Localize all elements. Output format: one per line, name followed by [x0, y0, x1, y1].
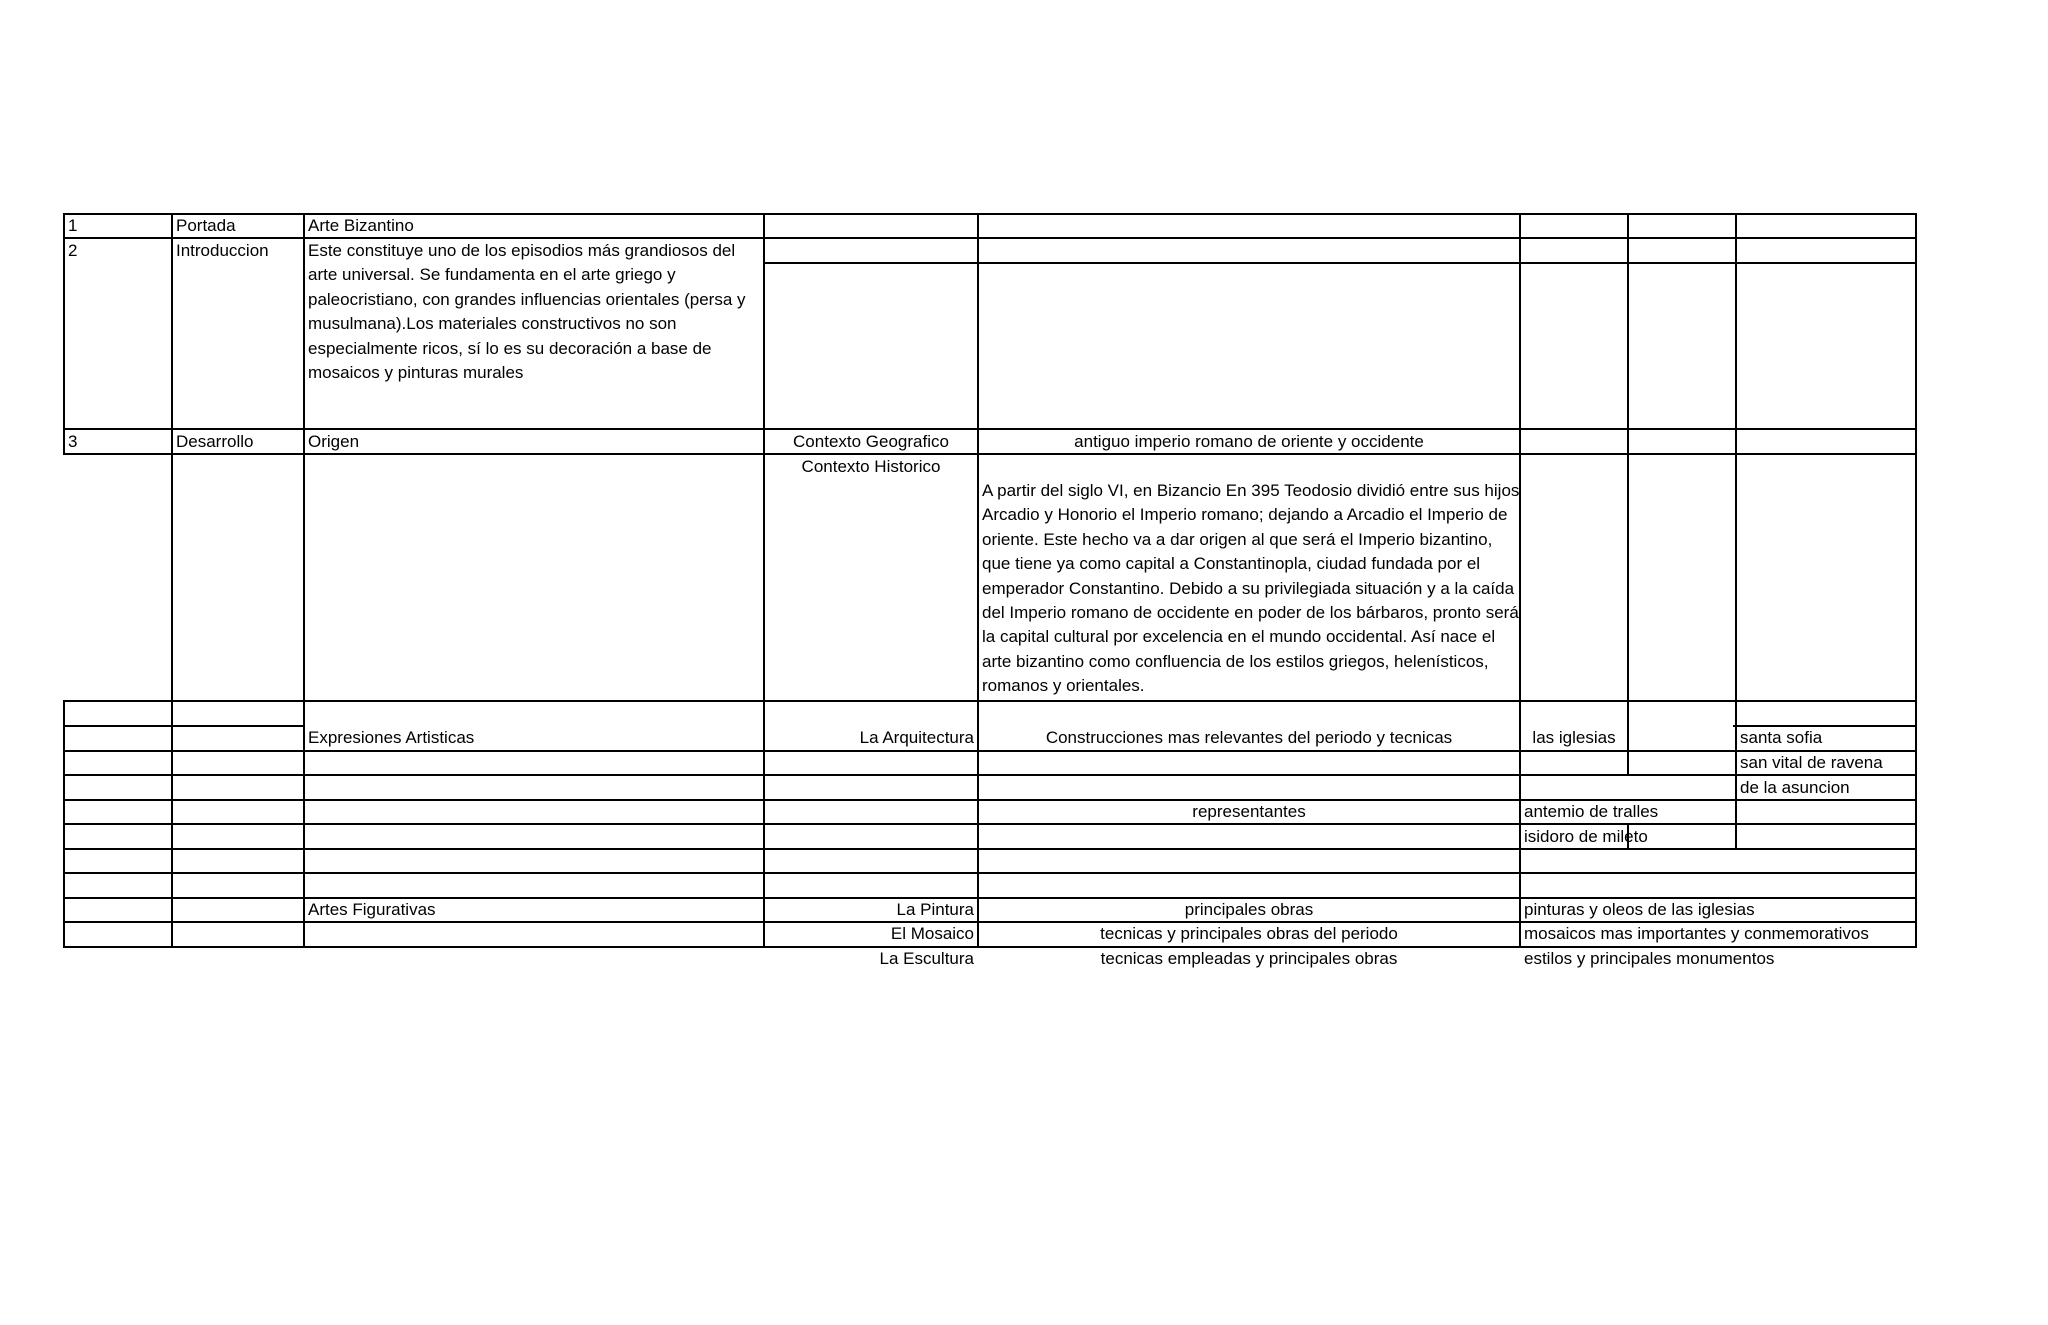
example-item: san vital de ravena — [1740, 753, 1883, 772]
subtopic-la-pintura: La Pintura — [896, 900, 974, 919]
mosaico-note: mosaicos mas importantes y conmemorativos — [1524, 924, 1869, 943]
example-item: de la asuncion — [1740, 778, 1850, 797]
section-desarrollo: Desarrollo — [176, 432, 254, 451]
section-introduccion: Introduccion — [176, 241, 269, 260]
row-number-1: 1 — [68, 216, 78, 235]
subtopic-la-escultura: La Escultura — [879, 949, 974, 968]
arquitectura-category: las iglesias — [1532, 728, 1616, 747]
row-number-3: 3 — [68, 432, 78, 451]
topic-expresiones-artisticas: Expresiones Artisticas — [308, 728, 475, 747]
escultura-detail: tecnicas empleadas y principales obras — [1100, 949, 1398, 968]
representantes-label: representantes — [1192, 802, 1306, 821]
topic-artes-figurativas: Artes Figurativas — [308, 900, 436, 919]
contexto-historico-text: A partir del siglo VI, en Bizancio En 395 Teodosio dividió entre sus hijos Arcadio y Honorio el Imperio romano; dejando a Arcadio el Imperio de oriente. Este hecho va a dar origen al que será el Imperio bizantino, que tiene ya como capital a Constantinopla, ciudad fundada por el emperador Constantino. Debido a su privilegiada situación y a la caída del Imperio romano de occidente en poder de los bárbaros, pronto será la capital cultural por excelencia en el mundo occidental. Así nace el arte bizantino como confluencia de los estilos griegos, helenísticos, romanos y orientales. — [982, 481, 1520, 696]
arquitectura-detail: Construcciones mas relevantes del periodo y tecnicas — [1045, 728, 1453, 747]
example-item: santa sofia — [1740, 728, 1823, 747]
row-number-2: 2 — [68, 241, 78, 260]
topic-origen: Origen — [308, 432, 360, 451]
pintura-note: pinturas y oleos de las iglesias — [1524, 900, 1755, 919]
introduccion-text: Este constituye uno de los episodios más grandiosos del arte universal. Se fundamenta en el arte griego y paleocristiano, con grandes influencias orientales (persa y musulmana).Los materiales constructivos no son especialmente ricos, sí lo es su decoración a base de mosaicos y pinturas murales — [308, 241, 746, 383]
contexto-geografico-value: antiguo imperio romano de oriente y occidente — [1074, 432, 1424, 451]
mosaico-detail: tecnicas y principales obras del periodo — [1100, 924, 1398, 943]
contexto-historico-label: Contexto Historico — [801, 457, 941, 476]
section-portada: Portada — [176, 216, 236, 235]
contexto-geografico-label: Contexto Geografico — [793, 432, 949, 451]
representante-item: antemio de tralles — [1524, 802, 1659, 821]
representante-item: isidoro de mileto — [1524, 827, 1648, 846]
pintura-detail: principales obras — [1184, 900, 1314, 919]
escultura-note: estilos y principales monumentos — [1524, 949, 1775, 968]
subtopic-la-arquitectura: La Arquitectura — [859, 728, 974, 747]
subtopic-el-mosaico: El Mosaico — [890, 924, 974, 943]
topic-arte-bizantino: Arte Bizantino — [308, 216, 414, 235]
